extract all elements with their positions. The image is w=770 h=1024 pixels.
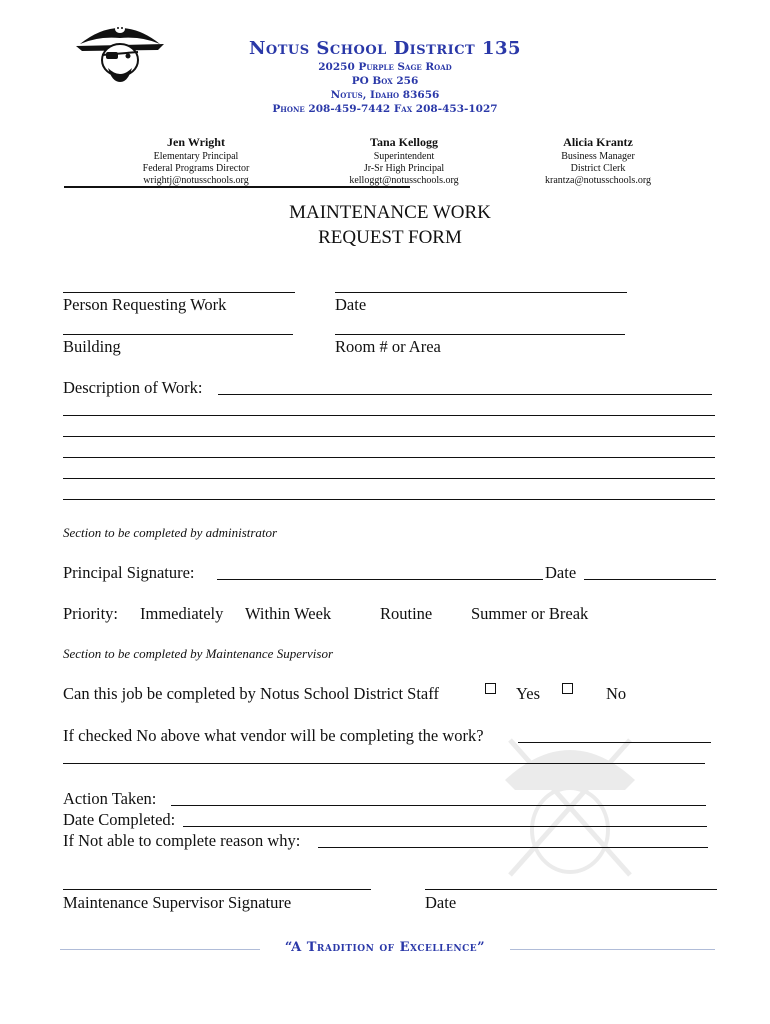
school-name: Notus School District 135: [248, 38, 522, 59]
footer-rule-right: [510, 949, 715, 950]
staff-title: Jr-Sr High Principal: [363, 163, 445, 174]
date-completed-label: Date Completed:: [63, 810, 176, 829]
vendor-question-label: If checked No above what vendor will be completing the work?: [63, 726, 484, 745]
form-title: [235, 200, 545, 250]
building-field[interactable]: [63, 320, 293, 335]
room-field[interactable]: [335, 320, 625, 335]
supervisor-section-note: Section to be completed by Maintenance Supervisor: [63, 646, 334, 661]
yes-checkbox[interactable]: [485, 683, 496, 694]
staff-question-label: Can this job be completed by Notus School District Staff: [63, 684, 439, 703]
description-field-line4[interactable]: [63, 443, 715, 458]
footer-motto: “A Tradition of Excellence”: [284, 940, 486, 955]
person-requesting-label: Person Requesting Work: [63, 295, 227, 314]
pirate-watermark: [495, 720, 645, 890]
action-taken-label: Action Taken:: [63, 789, 157, 808]
staff-email: kelloggt@notusschools.org: [349, 175, 459, 186]
form-title-line1: MAINTENANCE WORK: [289, 202, 491, 223]
description-label: Description of Work:: [63, 378, 203, 397]
staff-title: District Clerk: [570, 163, 626, 174]
building-label: Building: [63, 337, 121, 356]
staff-title: Elementary Principal: [153, 151, 239, 162]
principal-date-label: Date: [545, 563, 577, 582]
no-label: No: [606, 684, 627, 703]
staff-email: wrightj@notusschools.org: [143, 175, 249, 186]
priority-label: Priority:: [63, 604, 119, 623]
priority-option-routine[interactable]: Routine: [380, 604, 433, 623]
description-field-line1[interactable]: [218, 380, 712, 395]
staff-title: Business Manager: [561, 151, 635, 162]
yes-label: Yes: [516, 684, 541, 703]
staff-column-kellogg: [304, 136, 504, 187]
description-field-line3[interactable]: [63, 422, 715, 437]
reason-label: If Not able to complete reason why:: [63, 831, 301, 850]
supervisor-signature-label: Maintenance Supervisor Signature: [63, 893, 292, 912]
staff-name: Jen Wright: [167, 135, 225, 149]
address-line-street: 20250 Purple Sage Road: [318, 61, 452, 73]
staff-name: Alicia Krantz: [563, 135, 633, 149]
description-field-line6[interactable]: [63, 485, 715, 500]
priority-option-within-week[interactable]: Within Week: [245, 604, 332, 623]
priority-option-immediately[interactable]: Immediately: [140, 604, 224, 623]
supervisor-date-label: Date: [425, 893, 457, 912]
principal-signature-label: Principal Signature:: [63, 563, 195, 582]
priority-option-summer[interactable]: Summer or Break: [471, 604, 589, 623]
address-line-phone: Phone 208-459-7442 Fax 208-453-1027: [272, 103, 498, 115]
description-field-line2[interactable]: [63, 401, 715, 416]
pirate-logo: [72, 14, 168, 84]
header-divider: [64, 186, 410, 188]
staff-email: krantza@notusschools.org: [545, 175, 651, 186]
date-label: Date: [335, 295, 367, 314]
date-field[interactable]: [335, 278, 627, 293]
form-title-line2: REQUEST FORM: [318, 227, 462, 248]
staff-column-krantz: [498, 136, 698, 187]
staff-column-wright: [96, 136, 296, 187]
principal-date-field[interactable]: [584, 565, 716, 580]
address-line-city: Notus, Idaho 83656: [330, 89, 440, 101]
address-line-pobox: PO Box 256: [351, 75, 419, 87]
person-requesting-field[interactable]: [63, 278, 295, 293]
admin-section-note: Section to be completed by administrator: [63, 525, 278, 540]
principal-signature-field[interactable]: [217, 565, 543, 580]
room-label: Room # or Area: [335, 337, 441, 356]
staff-name: Tana Kellogg: [370, 135, 438, 149]
description-field-line5[interactable]: [63, 464, 715, 479]
no-checkbox[interactable]: [562, 683, 573, 694]
supervisor-signature-field[interactable]: [63, 875, 371, 890]
staff-title: Federal Programs Director: [142, 163, 250, 174]
staff-title: Superintendent: [373, 151, 435, 162]
